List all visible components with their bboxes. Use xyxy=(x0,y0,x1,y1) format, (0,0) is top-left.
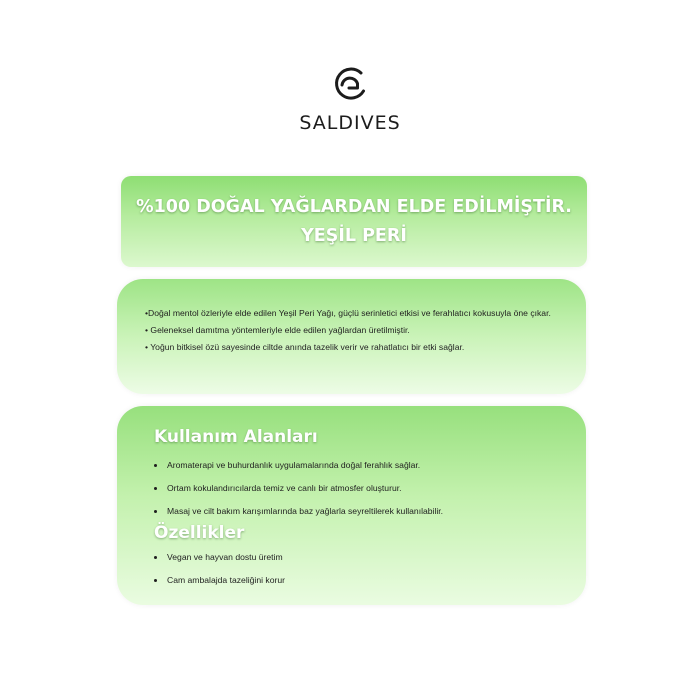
product-title-line-2: YEŞİL PERİ xyxy=(301,225,407,246)
usage-item: Aromaterapi ve buhurdanlık uygulamalarında doğal ferahlık sağlar. xyxy=(153,460,443,483)
brand-logo xyxy=(0,64,700,134)
usage-features-card xyxy=(117,406,586,605)
usage-item: Ortam kokulandırıcılarda temiz ve canlı bir atmosfer oluşturur. xyxy=(153,483,443,506)
usage-list xyxy=(153,460,443,529)
brand-name: SALDIVES xyxy=(299,112,401,134)
features-heading: Özellikler xyxy=(154,523,245,543)
description-item: •Doğal mentol özleriyle elde edilen Yeşil Peri Yağı, güçlü serinletici etkisi ve ferahlatıcı kokusuyla öne çıkar. xyxy=(145,308,551,318)
usage-item: Masaj ve cilt bakım karışımlarında baz yağlarla seyreltilerek kullanılabilir. xyxy=(153,506,443,529)
product-title-card xyxy=(121,176,587,267)
description-card xyxy=(117,279,586,394)
feature-item: Cam ambalajda tazeliğini korur xyxy=(153,575,285,598)
saldives-logo-icon xyxy=(330,64,370,104)
description-item: • Geleneksel damıtma yöntemleriyle elde edilen yağlardan üretilmiştir. xyxy=(145,325,410,335)
product-title-line-1: %100 DOĞAL YAĞLARDAN ELDE EDİLMİŞTİR. xyxy=(136,196,572,217)
features-list xyxy=(153,552,285,598)
description-list xyxy=(145,305,575,356)
feature-item: Vegan ve hayvan dostu üretim xyxy=(153,552,285,575)
description-item: • Yoğun bitkisel özü sayesinde ciltde anında tazelik verir ve rahatlatıcı bir etki sağlar. xyxy=(145,342,465,352)
usage-heading: Kullanım Alanları xyxy=(154,427,318,447)
